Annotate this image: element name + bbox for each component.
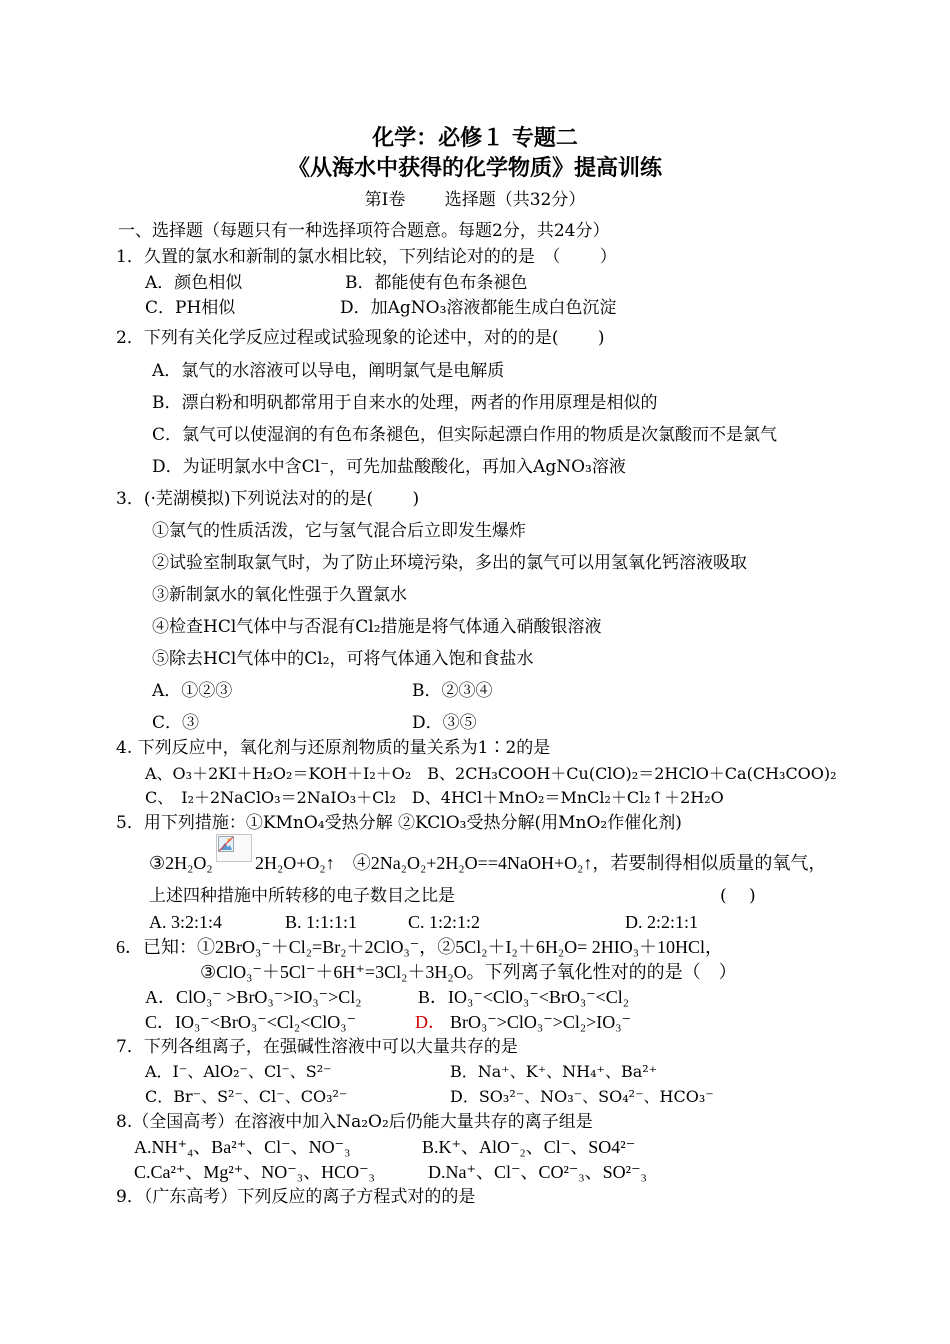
q8-option-d: D.Na⁺、Cl⁻、CO²⁻₃、SO²⁻₃ [428,1162,647,1182]
q5-option-b: B. 1:1:1:1 [285,912,358,932]
q9-stem: 9．（广东高考）下列反应的离子方程式对的的是 [116,1187,476,1207]
q3-statement-5: ⑤除去HCl气体中的Cl₂，可将气体通入饱和食盐水 [152,649,534,669]
q3-option-c: C．③ [152,713,200,733]
q5-answer-blank: ( ) [720,886,756,906]
q1-stem: 1．久置的氯水和新制的氯水相比较，下列结论对的的是 （ ） [116,247,617,267]
q5-stem: 5．用下列措施：①KMnO₄受热分解 ②KClO₃受热分解(用MnO₂作催化剂) [116,813,682,833]
q5-option-a: A. 3:2:1:4 [149,912,223,932]
q5-option-d: D. 2:2:1:1 [625,912,699,932]
q8-option-b: B.K⁺、AlO⁻₂、Cl⁻、SO4²⁻ [422,1137,636,1157]
subtitle: 第Ⅰ卷 选择题（共32分） [364,190,586,210]
title-line-2: 《从海水中获得的化学物质》提高训练 [287,155,662,181]
q3-option-b: B．②③④ [412,681,493,701]
q7-option-d: D．SO₃²⁻、NO₃⁻、SO₄²⁻、HCO₃⁻ [450,1087,714,1106]
q7-stem: 7．下列各组离子，在强碱性溶液中可以大量共存的是 [116,1037,518,1057]
q3-statement-3: ③新制氯水的氧化性强于久置氯水 [152,585,407,605]
q3-option-d: D．③⑤ [412,713,477,733]
q2-option-b: B．漂白粉和明矾都常用于自来水的处理，两者的作用原理是相似的 [152,393,658,413]
q3-stem: 3．(·芜湖模拟)下列说法对的的是( ) [116,489,420,509]
q5-reaction-3: ③2H₂O₂ [149,853,213,873]
q6-option-d: BrO₃⁻>ClO₃⁻>Cl₂>IO₃⁻ [450,1012,632,1032]
q6-option-c: C．IO₃⁻<BrO₃⁻<Cl₂<ClO₃⁻ [145,1012,357,1032]
q3-statement-2: ②试验室制取氯气时，为了防止环境污染，多出的氯气可以用氢氧化钙溶液吸取 [152,553,747,573]
title-line-1: 化学：必修１ 专题二 [372,125,578,151]
q1-option-d: D．加AgNO₃溶液都能生成白色沉淀 [340,298,617,318]
q1-option-b: B．都能使有色布条褪色 [345,273,528,293]
q3-statement-1: ①氯气的性质活泼，它与氢气混合后立即发生爆炸 [152,521,526,541]
q4-stem: 4. 下列反应中，氧化剂与还原剂物质的量关系为1∶2的是 [116,738,551,758]
q8-option-c: C.Ca²⁺、Mg²⁺、NO⁻₃、HCO⁻₃ [134,1162,375,1182]
q7-option-b: B．Na⁺、K⁺、NH₄⁺、Ba²⁺ [450,1062,658,1081]
q5-question: 上述四种措施中所转移的电子数目之比是 [149,886,455,906]
q6-reaction-3: ③ClO₃⁻＋5Cl⁻＋6H⁺=3Cl₂＋3H₂O。下列离子氧化性对的的是（ ） [200,962,737,982]
q1-option-c: C．PH相似 [145,298,236,318]
section-heading: 一、选择题（每题只有一种选择项符合题意。每题2分，共24分） [118,221,610,241]
q6-option-b: B．IO₃⁻<ClO₃⁻<BrO₃⁻<Cl₂ [418,987,630,1007]
q6-stem: 6．已知：①2BrO₃⁻＋Cl₂=Br₂＋2ClO₃⁻，②5Cl₂＋I₂＋6H₂O= 2HIO₃＋10HCl， [116,937,724,957]
q4-options-cd: C、 I₂＋2NaClO₃＝2NaIO₃＋Cl₂ D、4HCl＋MnO₂＝MnCl₂＋Cl₂↑＋2H₂O [145,788,724,807]
q6-option-a: A．ClO₃⁻ >BrO₃⁻>IO₃⁻>Cl₂ [145,987,362,1007]
q5-reaction-line: 2H₂O+O₂↑ ④2Na₂O₂+2H₂O==4NaOH+O₂↑，若要制得相似质量的氧气， [255,853,827,873]
q7-option-c: C．Br⁻、S²⁻、Cl⁻、CO₃²⁻ [145,1087,348,1106]
broken-image-icon [216,834,252,862]
q2-option-d: D．为证明氯水中含Cl⁻，可先加盐酸酸化，再加入AgNO₃溶液 [152,457,626,477]
q8-option-a: A.NH⁺₄、Ba²⁺、Cl⁻、NO⁻₃ [134,1137,351,1157]
q3-statement-4: ④检查HCl气体中与否混有Cl₂措施是将气体通入硝酸银溶液 [152,617,602,637]
q2-stem: 2．下列有关化学反应过程或试验现象的论述中，对的的是( ) [116,328,605,348]
q1-option-a: A．颜色相似 [145,273,243,293]
q5-option-c: C. 1:2:1:2 [408,912,481,932]
q6-option-d-letter: D． [415,1012,446,1032]
q7-option-a: A．I⁻、AlO₂⁻、Cl⁻、S²⁻ [145,1062,332,1081]
q3-option-a: A．①②③ [152,681,233,701]
q8-stem: 8.（全国高考）在溶液中加入Na₂O₂后仍能大量共存的离子组是 [116,1112,593,1132]
q4-options-ab: A、O₃＋2KI＋H₂O₂＝KOH＋I₂＋O₂ B、2CH₃COOH＋Cu(ClO)₂＝2HClO＋Ca(CH₃COO)₂ [145,764,837,783]
q2-option-a: A．氯气的水溶液可以导电，阐明氯气是电解质 [152,361,505,381]
q2-option-c: C．氯气可以使湿润的有色布条褪色，但实际起漂白作用的物质是次氯酸而不是氯气 [152,425,778,445]
